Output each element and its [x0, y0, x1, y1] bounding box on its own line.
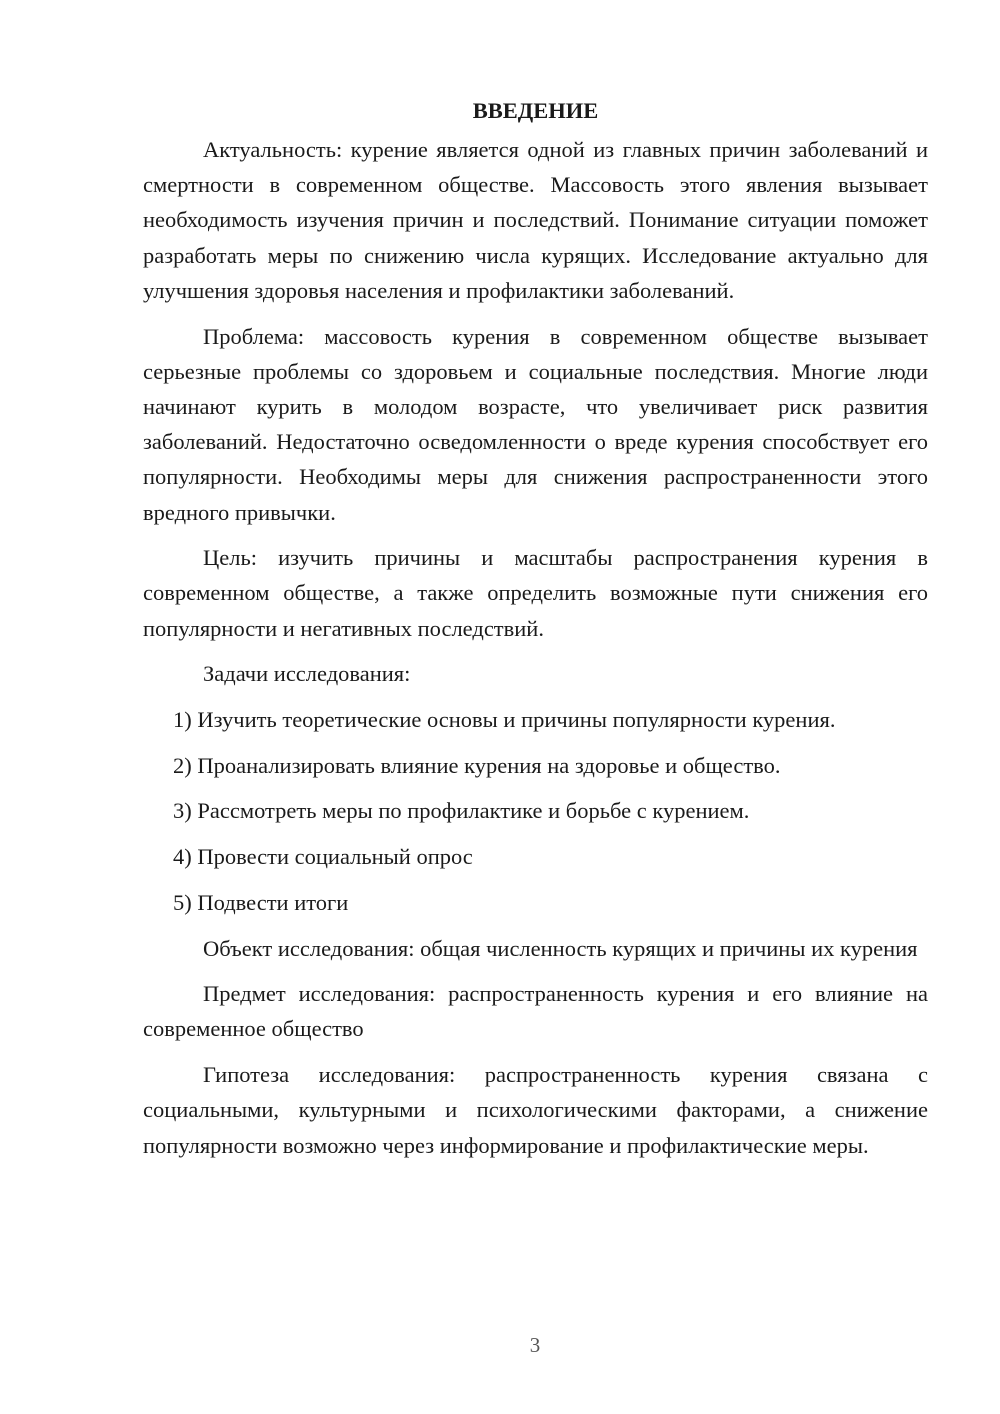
- paragraph-relevance: Актуальность: курение является одной из главных причин заболеваний и смертности в современном обществе. Массовость этого явления вызывает необходимость изучения причин и последствий. Понимание ситуации поможет разработать меры по снижению числа курящих. Исследование актуально для улучшения здоровья населения и профилактики заболеваний.: [143, 137, 928, 303]
- paragraph-subject: Предмет исследования: распространенность курения и его влияние на современное общество: [143, 981, 928, 1042]
- section-title: ВВЕДЕНИЕ: [472, 98, 599, 123]
- paragraph-problem: Проблема: массовость курения в современном обществе вызывает серьезные проблемы со здоровьем и социальные последствия. Многие люди начинают курить в молодом возрасте, что увеличивает риск развития заболеваний. Недостаточно осведомленности о вреде курения способствует его популярности. Необходимы меры для снижения распространенности этого вредного привычки.: [143, 323, 928, 525]
- document-body: [143, 96, 928, 1173]
- task-item-1: 1) Изучить теоретические основы и причины популярности курения.: [173, 707, 836, 733]
- paragraph-object: Объект исследования: общая численность курящих и причины их курения: [203, 935, 918, 961]
- task-item-4: 4) Провести социальный опрос: [173, 844, 473, 870]
- paragraph-hypothesis: Гипотеза исследования: распространенность курения связана с социальными, культурными и психологическими факторами, а снижение популярности возможно через информирование и профилактические меры.: [143, 1062, 928, 1158]
- task-item-3: 3) Рассмотреть меры по профилактике и борьбе с курением.: [173, 798, 750, 824]
- task-item-5: 5) Подвести итоги: [173, 889, 349, 915]
- page-number: 3: [529, 1333, 541, 1357]
- paragraph-goal: Цель: изучить причины и масштабы распространения курения в современном обществе, а также определить возможные пути снижения его популярности и негативных последствий.: [143, 545, 928, 641]
- tasks-heading: Задачи исследования:: [203, 661, 411, 687]
- task-item-2: 2) Проанализировать влияние курения на здоровье и общество.: [173, 752, 781, 778]
